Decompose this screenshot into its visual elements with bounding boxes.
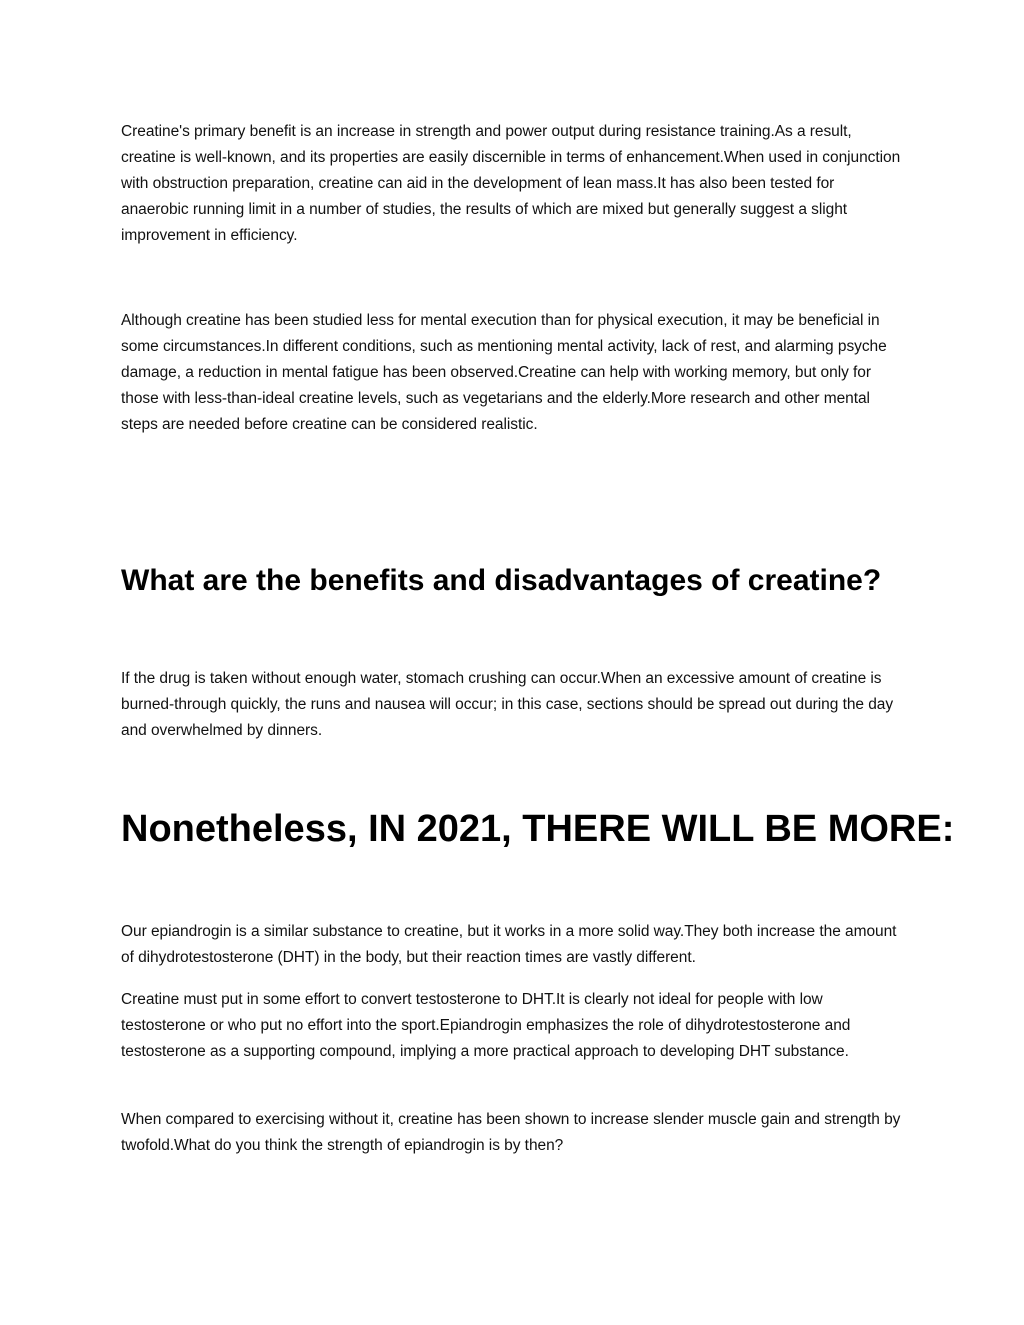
paragraph-strength-benefit: Creatine's primary benefit is an increase in strength and power output during resistance training.As a result, creatine is well-known, and its properties are easily discernible in terms of enhancement.When used in conjunction with obstruction preparation, creatine can aid in the development of lean mass.It has also been tested for anaerobic running limit in a number of studies, the results of which are mixed but generally suggest a slight improvement in efficiency. <box>121 123 901 244</box>
heading-benefits-disadvantages: What are the benefits and disadvantages of creatine? <box>121 564 882 597</box>
paragraph-strength-comparison: When compared to exercising without it, creatine has been shown to increase slender muscle gain and strength by twofold.What do you think the strength of epiandrogin is by then? <box>121 1111 901 1154</box>
paragraph-side-effects: If the drug is taken without enough water, stomach crushing can occur.When an excessive amount of creatine is burned-through quickly, the runs and nausea will occur; in this case, sections should be spread out during the day and overwhelmed by dinners. <box>121 670 894 739</box>
paragraph-dht-conversion: Creatine must put in some effort to convert testosterone to DHT.It is clearly not ideal for people with low testosterone or who put no effort into the sport.Epiandrogin emphasizes the role of dihydrotestosterone and testosterone as a supporting compound, implying a more practical approach to developing DHT substance. <box>121 991 851 1060</box>
heading-2021-more: Nonetheless, IN 2021, THERE WILL BE MORE: <box>121 808 955 850</box>
paragraph-mental-execution: Although creatine has been studied less for mental execution than for physical execution, it may be beneficial in some circumstances.In different conditions, such as mentioning mental activity, lack of rest, and alarming psyche damage, a reduction in mental fatigue has been observed.Creatine can help with working memory, but only for those with less-than-ideal creatine levels, such as vegetarians and the elderly.More research and other mental steps are needed before creatine can be considered realistic. <box>121 312 887 433</box>
paragraph-epiandrogin-intro: Our epiandrogin is a similar substance to creatine, but it works in a more solid way.They both increase the amount of dihydrotestosterone (DHT) in the body, but their reaction times are vastly different. <box>121 923 897 966</box>
